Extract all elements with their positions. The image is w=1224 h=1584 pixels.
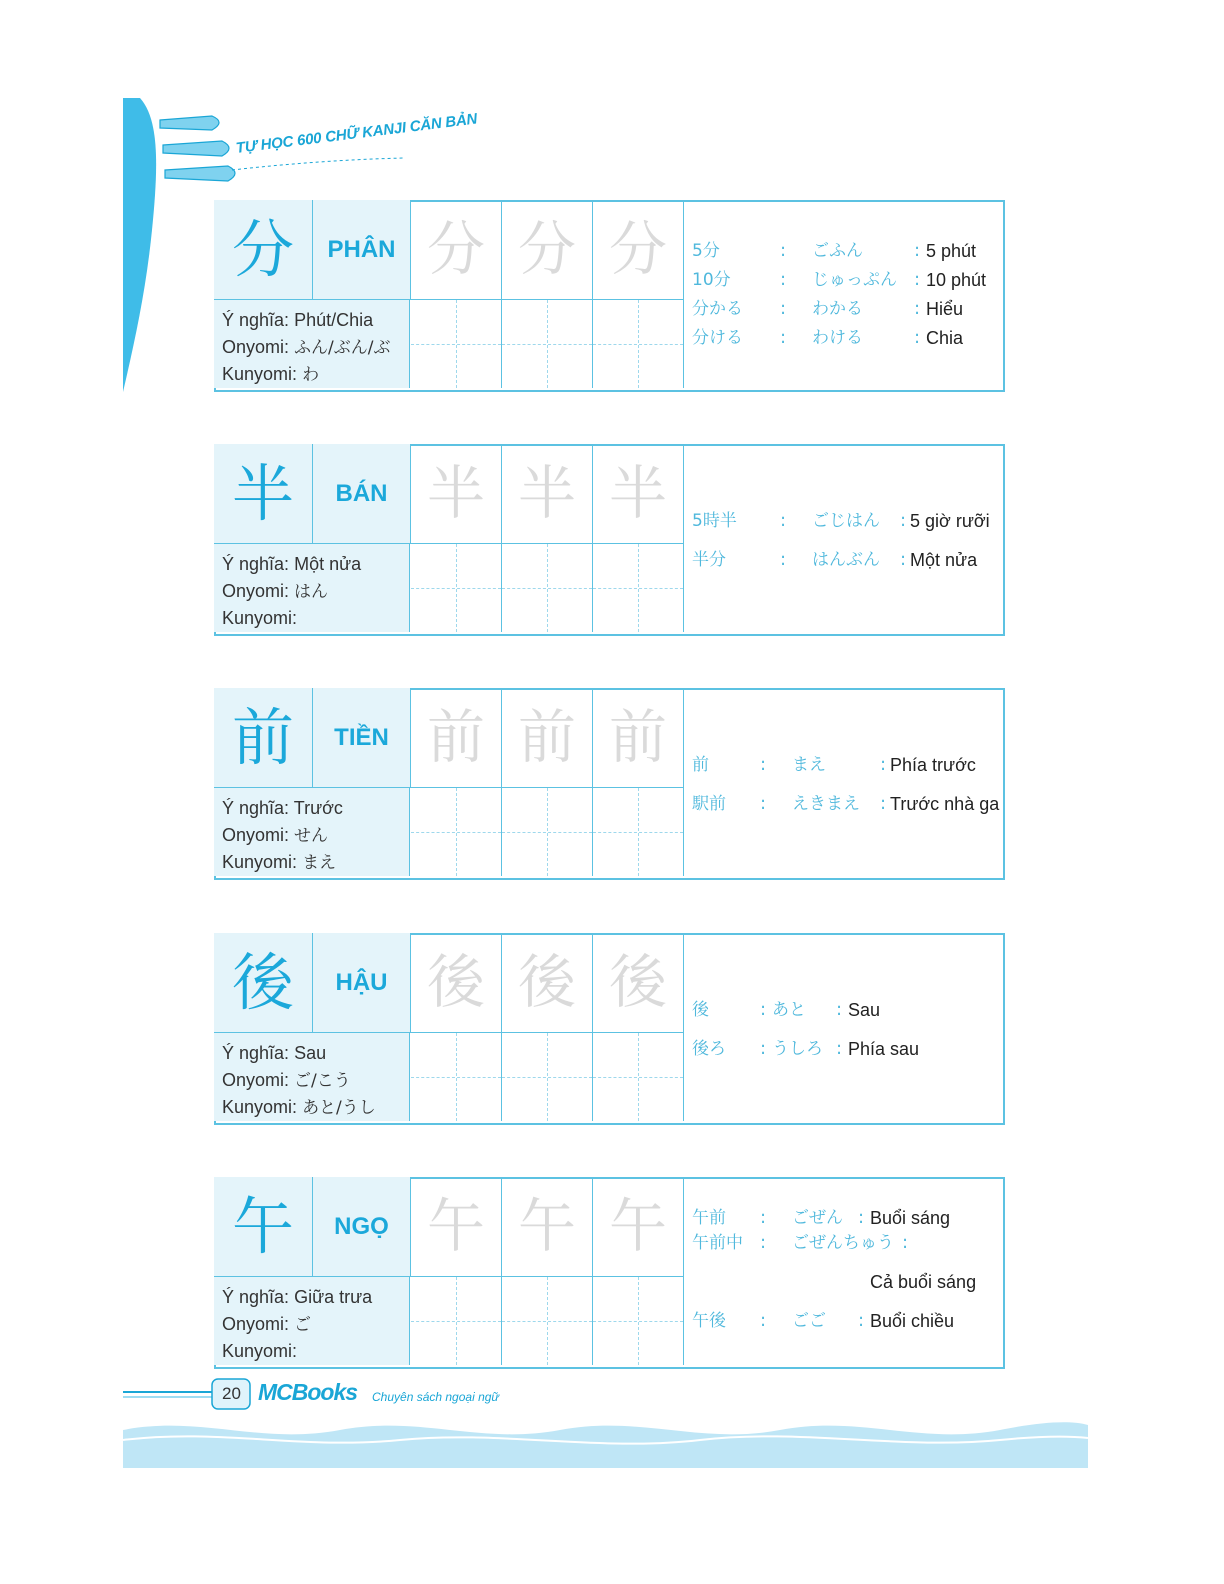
meaning-label: Ý nghĩa:	[222, 798, 290, 818]
practice-box[interactable]	[593, 544, 684, 632]
vocab-kana: はんぶん	[812, 550, 880, 570]
header-dashed-line	[232, 158, 404, 170]
kanji-character: 午	[214, 1177, 313, 1277]
vocab-word: 午後	[692, 1311, 726, 1331]
vocab-word: 10分	[692, 270, 731, 290]
practice-box[interactable]	[411, 1277, 502, 1365]
vocab-meaning: Sau	[848, 1000, 881, 1020]
meaning-label: Ý nghĩa:	[222, 1043, 290, 1063]
practice-box[interactable]	[411, 1033, 502, 1121]
trace-kanji: 分	[502, 200, 593, 300]
onyomi-label: Onyomi:	[222, 336, 290, 357]
vocab-kana: じゅっぷん	[812, 270, 897, 290]
vocab-kana: ごぜんちゅう	[792, 1233, 894, 1253]
meaning-value: Sau	[294, 1043, 327, 1063]
sino-vietnamese-reading: BÁN	[313, 444, 411, 544]
vocab-word: 半分	[692, 550, 726, 570]
vocab-separator: :	[780, 269, 787, 290]
meaning-value: Một nửa	[294, 554, 362, 574]
vocab-separator: :	[880, 793, 887, 814]
trace-kanji: 分	[411, 200, 502, 300]
trace-kanji: 前	[411, 688, 502, 788]
practice-box[interactable]	[593, 788, 684, 876]
sino-vietnamese-reading: TIỀN	[313, 688, 411, 788]
vocab-separator: :	[902, 1232, 909, 1253]
sino-vietnamese-reading: PHÂN	[313, 200, 411, 300]
vocab-meaning: Chia	[926, 328, 964, 348]
vocab-separator: :	[760, 999, 767, 1020]
meaning-value: Phút/Chia	[294, 310, 374, 330]
onyomi-value: せん	[294, 825, 329, 846]
kanji-card	[214, 200, 1003, 390]
kanji-info	[214, 1277, 410, 1365]
book-title: TỰ HỌC 600 CHỮ KANJI CĂN BẢN	[234, 110, 479, 157]
vocab-kana: ごご	[792, 1311, 826, 1331]
vocabulary-list	[686, 444, 1001, 632]
vocabulary-list	[686, 200, 1001, 388]
kanji-info	[214, 788, 410, 876]
vocabulary-list	[686, 1177, 1001, 1365]
vocabulary-list	[686, 688, 1001, 876]
koi-streamer-icon	[160, 116, 235, 181]
onyomi-label: Onyomi:	[222, 1313, 290, 1334]
vocab-separator: :	[780, 240, 787, 261]
vocab-meaning: 10 phút	[926, 270, 987, 290]
meaning-value: Giữa trưa	[294, 1287, 373, 1307]
practice-box[interactable]	[502, 1033, 593, 1121]
onyomi-value: ご/こう	[294, 1070, 351, 1091]
vocab-separator: :	[858, 1207, 865, 1228]
vocab-separator: :	[760, 754, 767, 775]
trace-kanji: 後	[593, 933, 684, 1033]
vocabulary-list	[686, 933, 1001, 1121]
vocab-word: 後	[692, 1000, 709, 1020]
practice-box[interactable]	[502, 1277, 593, 1365]
practice-box[interactable]	[411, 788, 502, 876]
vocab-separator: :	[858, 1310, 865, 1331]
kunyomi-value: わ	[302, 365, 320, 385]
trace-kanji: 午	[502, 1177, 593, 1277]
kanji-card	[214, 1177, 1003, 1367]
sino-vietnamese-reading: HẬU	[313, 933, 411, 1033]
vocab-kana: ごぜん	[792, 1208, 843, 1228]
vocab-kana: まえ	[792, 755, 826, 775]
vocab-kana: あと	[772, 1000, 806, 1020]
vocab-separator: :	[760, 793, 767, 814]
practice-box[interactable]	[502, 544, 593, 632]
vocab-kana: ごじはん	[812, 511, 880, 531]
meaning-label: Ý nghĩa:	[222, 310, 290, 330]
kunyomi-label: Kunyomi:	[222, 608, 298, 628]
trace-kanji: 午	[593, 1177, 684, 1277]
kunyomi-value: あと/うし	[302, 1098, 376, 1118]
sino-vietnamese-reading: NGỌ	[313, 1177, 411, 1277]
vocab-separator: :	[900, 549, 907, 570]
vocab-separator: :	[914, 240, 921, 261]
vocab-meaning: Hiểu	[926, 299, 964, 319]
kanji-card	[214, 688, 1003, 878]
trace-kanji: 午	[411, 1177, 502, 1277]
vocab-word: 前	[692, 755, 709, 775]
vocab-meaning: 5 phút	[926, 241, 977, 261]
kanji-info	[214, 1033, 410, 1121]
vocab-meaning: Buổi chiều	[870, 1311, 955, 1331]
kunyomi-label: Kunyomi:	[222, 1097, 298, 1117]
kanji-card	[214, 444, 1003, 634]
publisher-logo: MCBooks	[258, 1379, 358, 1405]
meaning-value: Trước	[293, 798, 343, 818]
meaning-label: Ý nghĩa:	[222, 1287, 290, 1307]
vocab-separator: :	[914, 269, 921, 290]
vocab-word: 分かる	[692, 299, 743, 319]
vocab-kana: えきまえ	[792, 794, 860, 814]
vocab-meaning: Buổi sáng	[870, 1208, 951, 1228]
vocab-meaning: Phía trước	[890, 755, 976, 775]
trace-kanji: 前	[593, 688, 684, 788]
onyomi-label: Onyomi:	[222, 580, 290, 601]
vocab-separator: :	[760, 1310, 767, 1331]
trace-kanji: 半	[502, 444, 593, 544]
vocab-word: 午前中	[692, 1233, 743, 1253]
kanji-character: 分	[214, 200, 313, 300]
practice-box[interactable]	[593, 1033, 684, 1121]
vocab-separator: :	[760, 1232, 767, 1253]
vocab-separator: :	[760, 1207, 767, 1228]
vocab-separator: :	[900, 510, 907, 531]
kunyomi-label: Kunyomi:	[222, 852, 298, 872]
onyomi-label: Onyomi:	[222, 824, 290, 845]
practice-box[interactable]	[593, 300, 684, 388]
onyomi-value: ふん/ぶん/ぶ	[294, 337, 391, 358]
trace-kanji: 後	[411, 933, 502, 1033]
vocab-separator: :	[914, 327, 921, 348]
kunyomi-value: まえ	[302, 853, 337, 873]
vocab-word: 5分	[692, 241, 720, 261]
kanji-character: 後	[214, 933, 313, 1033]
vocab-meaning: Một nửa	[910, 550, 978, 570]
trace-kanji: 分	[593, 200, 684, 300]
vocab-word: 5時半	[692, 511, 737, 531]
kunyomi-label: Kunyomi:	[222, 364, 298, 384]
vocab-kana: うしろ	[772, 1039, 823, 1059]
practice-box[interactable]	[411, 544, 502, 632]
vocab-separator: :	[780, 327, 787, 348]
kunyomi-label: Kunyomi:	[222, 1341, 298, 1361]
vocab-meaning: Phía sau	[848, 1039, 920, 1059]
kanji-character: 半	[214, 444, 313, 544]
practice-box[interactable]	[593, 1277, 684, 1365]
left-blue-tab	[123, 98, 156, 392]
page-number: 20	[222, 1384, 241, 1403]
vocab-separator: :	[880, 754, 887, 775]
trace-kanji: 半	[593, 444, 684, 544]
vocab-separator: :	[780, 510, 787, 531]
meaning-label: Ý nghĩa:	[222, 554, 290, 574]
vocab-word: 分ける	[692, 328, 743, 348]
onyomi-label: Onyomi:	[222, 1069, 290, 1090]
kanji-character: 前	[214, 688, 313, 788]
practice-box[interactable]	[411, 300, 502, 388]
vocab-separator: :	[836, 999, 843, 1020]
vocab-meaning: Cả buổi sáng	[870, 1272, 977, 1292]
publisher-tagline: Chuyên sách ngoại ngữ	[372, 1390, 500, 1404]
onyomi-value: ご	[294, 1314, 312, 1335]
vocab-separator: :	[780, 298, 787, 319]
vocab-separator: :	[760, 1038, 767, 1059]
vocab-word: 駅前	[692, 794, 726, 814]
vocab-separator: :	[780, 549, 787, 570]
practice-box[interactable]	[502, 300, 593, 388]
practice-box[interactable]	[502, 788, 593, 876]
vocab-meaning: Trước nhà ga	[890, 794, 1000, 814]
vocab-separator: :	[914, 298, 921, 319]
trace-kanji: 後	[502, 933, 593, 1033]
vocab-kana: ごふん	[812, 241, 863, 261]
trace-kanji: 半	[411, 444, 502, 544]
trace-kanji: 前	[502, 688, 593, 788]
kanji-card	[214, 933, 1003, 1123]
vocab-word: 午前	[692, 1208, 726, 1228]
vocab-word: 後ろ	[692, 1039, 726, 1059]
onyomi-value: はん	[294, 581, 329, 602]
kanji-info	[214, 544, 410, 632]
kanji-info	[214, 300, 410, 388]
vocab-separator: :	[836, 1038, 843, 1059]
vocab-kana: わける	[812, 328, 863, 348]
footer-wave	[123, 1422, 1088, 1468]
vocab-meaning: 5 giờ rưỡi	[910, 511, 990, 531]
vocab-kana: わかる	[812, 299, 863, 319]
